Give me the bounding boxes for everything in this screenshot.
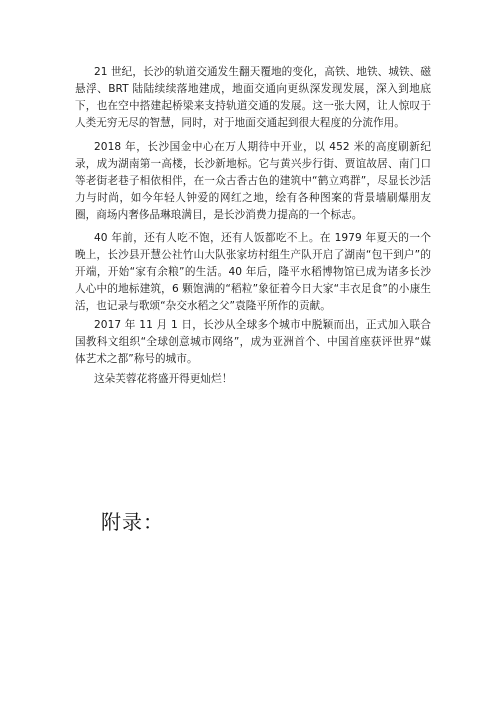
paragraph-creative-city: 2017 年 11 月 1 日，长沙从全球多个城市中脱颖而出，正式加入联合国教科文组织“全球创意城市网络”，成为亚洲首个、中国首座获评世界“媒体艺术之都”称号的城市。 xyxy=(75,319,431,365)
document-body xyxy=(75,64,431,388)
paragraph-closing: 这朵芙蓉花将盛开得更灿烂！ xyxy=(94,373,233,385)
appendix-heading: 附录： xyxy=(101,510,164,534)
paragraph-ifs-tower: 2018 年，长沙国金中心在万人期待中开业，以 452 米的高度刷新纪录，成为湖南第一高楼，长沙新地标。它与黄兴步行街、贾谊故居、南门口等老街老巷子相依相伴，在一众古香古色的建筑中“鹤立鸡群”，尽显长沙活力与时尚，如今年轻人钟爱的网红之地，绘有各种图案的背景墙刷爆朋友圈，商场内奢侈品琳琅满目，是长沙消费力提高的一个标志。 xyxy=(75,141,431,221)
paragraph-rice-history: 40 年前，还有人吃不饱，还有人饭都吃不上。在 1979 年夏天的一个晚上，长沙县开慧公社竹山大队张家坊村组生产队开启了湖南“包干到户”的开端，开始“家有余粮”的生活。40 年后，隆平水稻博物馆已成为诸多长沙人心中的地标建筑，6 颗饱满的“稻粒”象征着今日大家“丰衣足食”的小康生活，也记录与歌颂“杂交水稻之父”袁隆平所作的贡献。 xyxy=(75,232,431,312)
paragraph-rail-transit: 21 世纪，长沙的轨道交通发生翻天覆地的变化，高铁、地铁、城铁、磁悬浮、BRT 陆陆续续落地建成，地面交通向更纵深发现发展，深入到地底下，也在空中搭建起桥梁来支持轨道交通的发展。这一张大网，让人惊叹于人类无穷无尽的智慧，同时，对于地面交通起到很大程度的分流作用。 xyxy=(75,66,431,129)
